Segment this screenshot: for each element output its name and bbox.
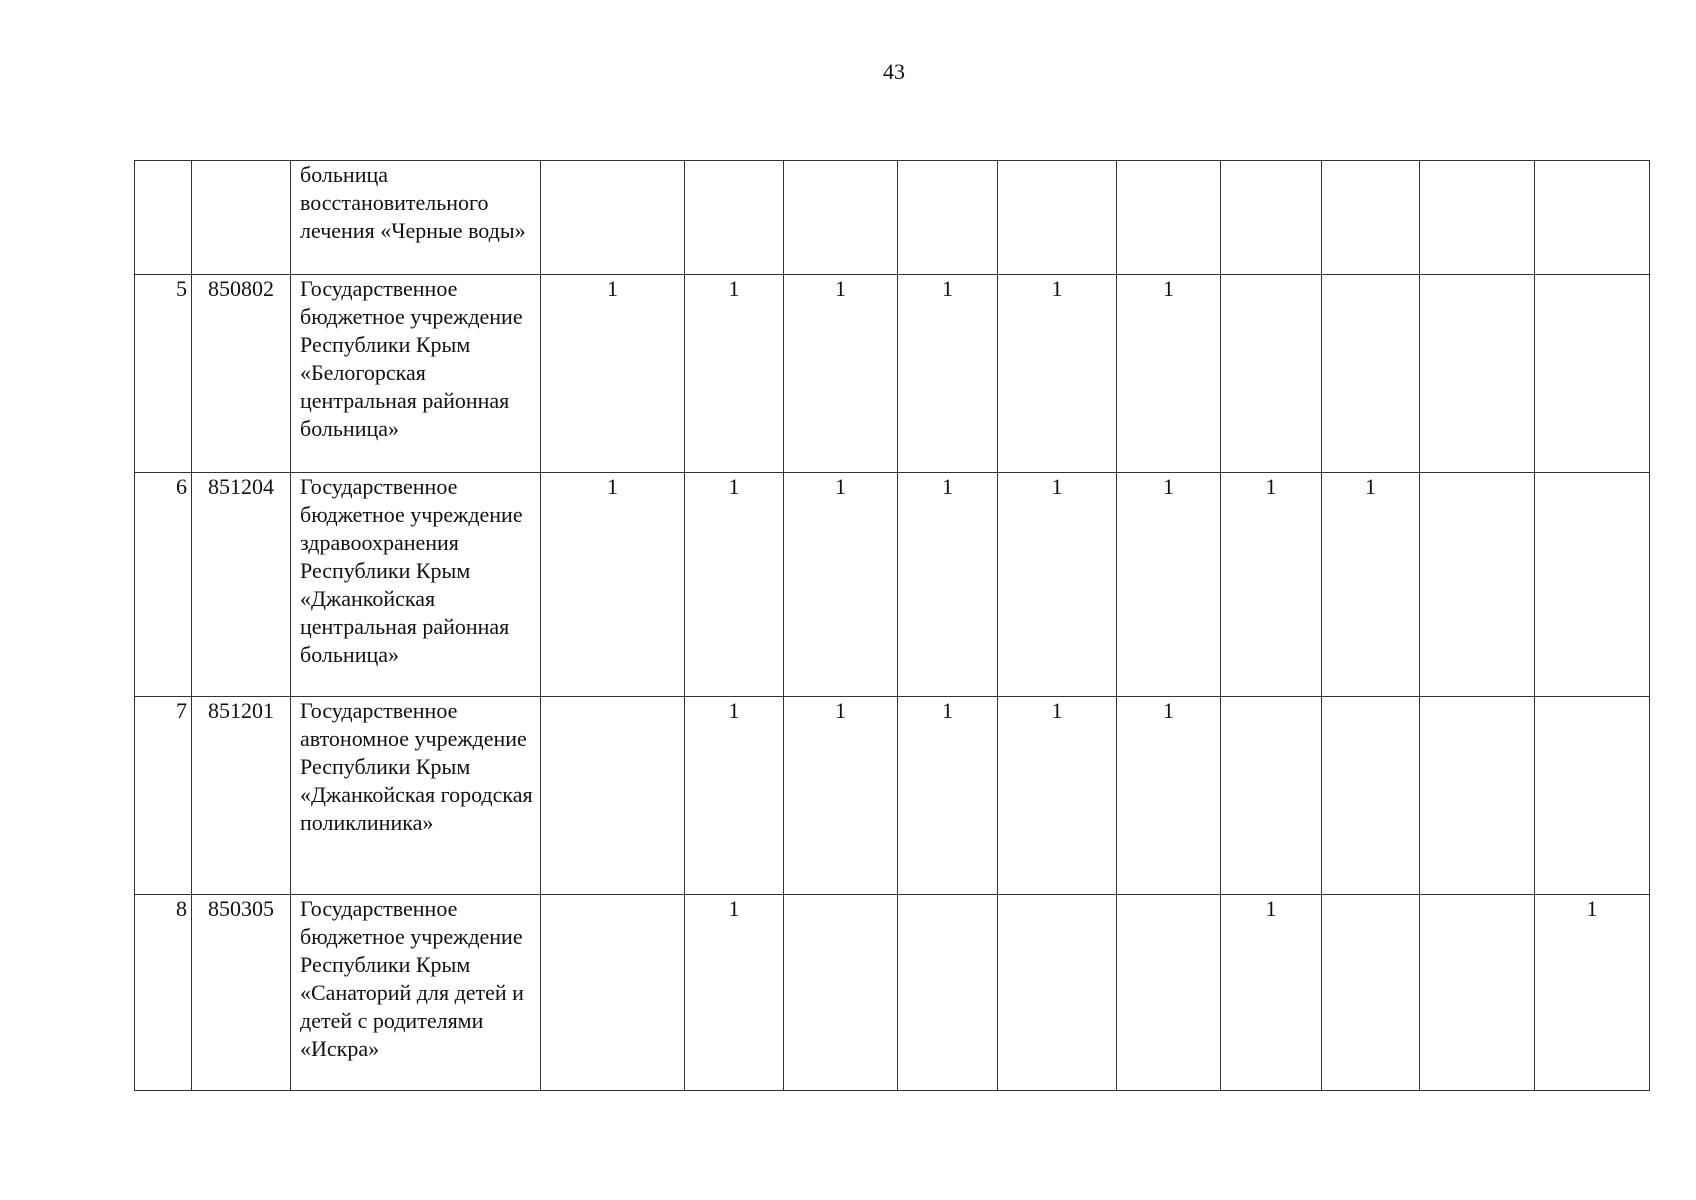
value-cell: 1 [784, 473, 898, 697]
value-cell [1322, 161, 1420, 275]
value-cell [1420, 275, 1535, 473]
value-cell [1420, 697, 1535, 895]
value-cell [998, 895, 1117, 1091]
table-row [135, 473, 1650, 697]
value-cell: 1 [784, 697, 898, 895]
table-row [135, 161, 1650, 275]
value-cell [1117, 895, 1221, 1091]
table-row [135, 275, 1650, 473]
value-cell: 1 [898, 473, 998, 697]
institution-code: 850305 [192, 895, 291, 1091]
value-cell: 1 [898, 697, 998, 895]
row-number [135, 161, 192, 275]
page-number: 43 [883, 59, 905, 84]
table-body [135, 161, 1650, 1091]
value-cell [1420, 473, 1535, 697]
institution-code: 851204 [192, 473, 291, 697]
institution-name: Государственное бюджетное учреждение здравоохранения Республики Крым «Джанкойская центральная районная больница» [291, 473, 541, 697]
value-cell: 1 [998, 473, 1117, 697]
value-cell [685, 161, 784, 275]
value-cell [1535, 161, 1650, 275]
institution-name: больница восстановительного лечения «Черные воды» [291, 161, 541, 275]
value-cell: 1 [1117, 275, 1221, 473]
value-cell: 1 [1221, 895, 1322, 1091]
value-cell [1117, 161, 1221, 275]
value-cell [1322, 697, 1420, 895]
row-number: 8 [135, 895, 192, 1091]
row-number: 6 [135, 473, 192, 697]
value-cell: 1 [685, 697, 784, 895]
value-cell [1420, 161, 1535, 275]
value-cell: 1 [998, 275, 1117, 473]
value-cell [1221, 161, 1322, 275]
value-cell: 1 [1322, 473, 1420, 697]
value-cell: 1 [541, 473, 685, 697]
value-cell: 1 [1117, 473, 1221, 697]
value-cell [898, 161, 998, 275]
value-cell [1221, 275, 1322, 473]
value-cell [1535, 473, 1650, 697]
institution-name: Государственное бюджетное учреждение Республики Крым «Белогорская центральная районная больница» [291, 275, 541, 473]
institution-name: Государственное автономное учреждение Республики Крым «Джанкойская городская поликлиника» [291, 697, 541, 895]
value-cell [1322, 275, 1420, 473]
value-cell: 1 [1221, 473, 1322, 697]
table-row [135, 895, 1650, 1091]
value-cell [784, 161, 898, 275]
value-cell: 1 [1117, 697, 1221, 895]
value-cell [998, 161, 1117, 275]
institution-code [192, 161, 291, 275]
value-cell [541, 697, 685, 895]
value-cell [1535, 697, 1650, 895]
value-cell: 1 [1535, 895, 1650, 1091]
value-cell: 1 [998, 697, 1117, 895]
institution-name: Государственное бюджетное учреждение Республики Крым «Санаторий для детей и детей с родителями «Искра» [291, 895, 541, 1091]
value-cell [898, 895, 998, 1091]
value-cell [1322, 895, 1420, 1091]
value-cell: 1 [685, 275, 784, 473]
value-cell: 1 [898, 275, 998, 473]
value-cell [784, 895, 898, 1091]
value-cell: 1 [685, 895, 784, 1091]
institution-code: 850802 [192, 275, 291, 473]
data-table [134, 160, 1650, 1091]
value-cell [1420, 895, 1535, 1091]
value-cell: 1 [784, 275, 898, 473]
value-cell [541, 161, 685, 275]
row-number: 5 [135, 275, 192, 473]
row-number: 7 [135, 697, 192, 895]
value-cell: 1 [541, 275, 685, 473]
value-cell: 1 [685, 473, 784, 697]
institution-code: 851201 [192, 697, 291, 895]
value-cell [1221, 697, 1322, 895]
value-cell [541, 895, 685, 1091]
value-cell [1535, 275, 1650, 473]
table-row [135, 697, 1650, 895]
